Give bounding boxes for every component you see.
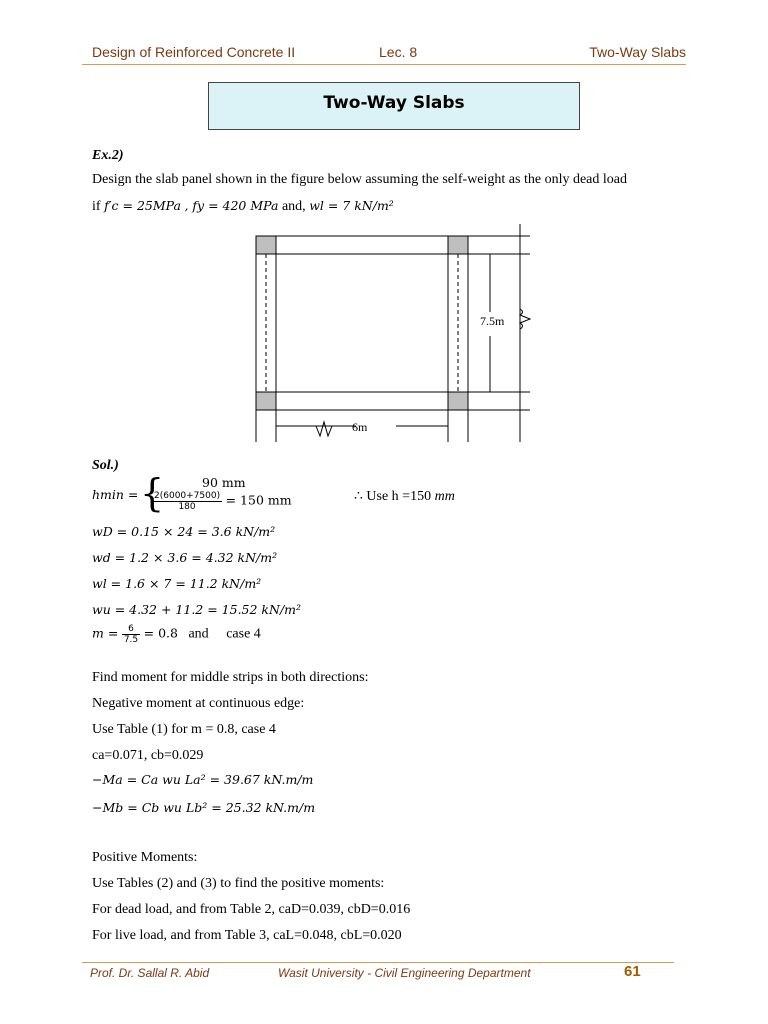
wl-expr: wl = 7 kN/m² [309,198,394,213]
use-h-note: ∴ Use h =150 mm [354,489,455,504]
footer-author: Prof. Dr. Sallal R. Abid [90,966,210,980]
page-footer [88,966,648,984]
title-box [208,82,580,130]
hmin-den: 180 [178,502,196,512]
wd-equation: wd = 1.2 × 3.6 = 4.32 kN/m² [92,550,278,565]
solution-label: Sol.) [92,458,119,473]
hmin-case2 [152,491,292,512]
hmin-lhs: hmin = [92,487,139,502]
Ma-equation: −Ma = Ca wu La² = 39.67 kN.m/m [92,772,314,787]
and-word: and, [281,199,306,214]
header-topic: Two-Way Slabs [589,44,686,60]
page-header [88,40,686,62]
header-course: Design of Reinforced Concrete II [92,44,296,60]
footer-rule [82,962,674,963]
wu-equation: wu = 4.32 + 11.2 = 15.52 kN/m² [92,602,302,617]
para-coefficients: ca=0.071, cb=0.029 [92,748,204,763]
page-number: 61 [624,963,641,980]
slab-panel-figure [236,224,536,456]
example-line1: Design the slab panel shown in the figure below assuming the self-weight as the only dead load [92,172,627,187]
para-negative-moment: Negative moment at continuous edge: [92,696,305,711]
wD-equation: wD = 0.15 × 24 = 3.6 kN/m² [92,524,276,539]
example-label: Ex.2) [92,148,124,163]
para-use-tables: Use Tables (2) and (3) to find the positive moments: [92,876,385,891]
dim-7-5m: 7.5m [480,314,505,328]
if-word: if [92,199,101,214]
wl-equation: wl = 1.6 × 7 = 11.2 kN/m² [92,576,262,591]
example-line2 [92,198,394,215]
footer-department: Wasit University - Civil Engineering Department [278,966,531,980]
brace: { [140,471,165,515]
fc-expr: f′c = 25MPa [104,198,181,213]
hmin-result: = 150 mm [225,492,292,508]
header-lecture: Lec. 8 [379,44,418,60]
header-rule [82,64,686,65]
para-dead-load: For dead load, and from Table 2, caD=0.039, cbD=0.016 [92,902,411,917]
page-title: Two-Way Slabs [323,93,465,113]
para-find-moment: Find moment for middle strips in both directions: [92,670,369,685]
Mb-equation: −Mb = Cb wu Lb² = 25.32 kN.m/m [92,800,316,815]
hmin-num: 2(6000+7500) [154,491,221,501]
hmin-case1: 90 mm [202,475,246,490]
para-positive-moments: Positive Moments: [92,850,198,865]
m-equation: m = $\frac{6}{7.5}$ = 0.8 and case 4 [92,624,261,645]
dim-6m: 6m [352,420,368,434]
para-live-load: For live load, and from Table 3, caL=0.048, cbL=0.020 [92,928,402,943]
fy-expr: , fy = 420 MPa [184,198,279,213]
para-use-table1: Use Table (1) for m = 0.8, case 4 [92,722,276,737]
